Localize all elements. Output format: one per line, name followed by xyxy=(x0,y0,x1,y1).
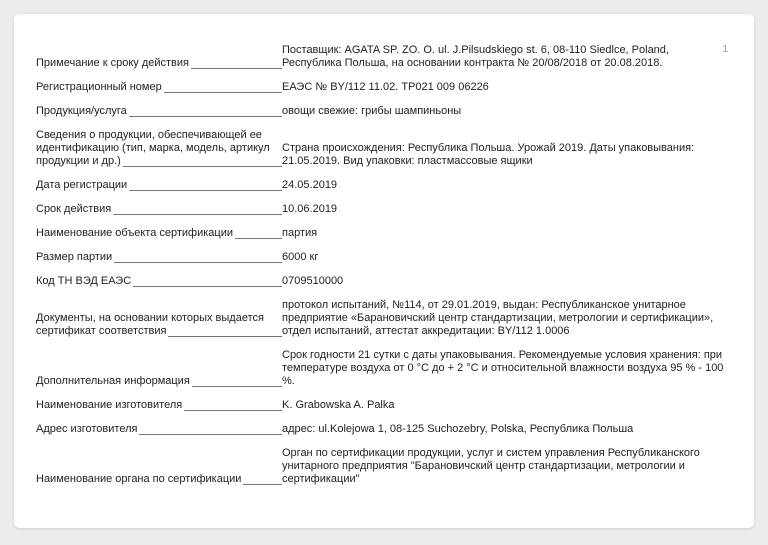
field-label-text: Наименование изготовителя xyxy=(36,399,183,411)
field-row xyxy=(36,227,726,240)
field-value: 24.05.2019 xyxy=(282,179,338,191)
field-label-text: Адрес изготовителя xyxy=(36,423,138,435)
field-value: партия xyxy=(282,227,318,239)
field-label xyxy=(36,251,282,264)
field-label-text: Документы, на основании которых выдается сертификат соответствия xyxy=(36,312,264,337)
field-row xyxy=(36,399,726,412)
field-row xyxy=(36,203,726,216)
field-label xyxy=(36,275,282,288)
field-label-text: Код ТН ВЭД ЕАЭС xyxy=(36,275,132,287)
field-label-text: Дата регистрации xyxy=(36,179,128,191)
field-value: K. Grabowska A. Palka xyxy=(282,399,395,411)
field-label xyxy=(36,81,282,94)
field-row xyxy=(36,299,726,338)
field-row xyxy=(36,44,726,70)
field-row xyxy=(36,129,726,168)
field-row xyxy=(36,81,726,94)
field-value: 10.06.2019 xyxy=(282,203,338,215)
field-label xyxy=(36,423,282,436)
certificate-fields-table xyxy=(36,44,726,486)
field-label xyxy=(36,179,282,192)
field-value: Поставщик: AGATA SP. ZO. O. ul. J.Pilsudskiego st. 6, 08-110 Siedlce, Poland, Республика Польша, на основании контракта № 20/08/2018 от 20.08.2018. xyxy=(282,44,669,69)
field-row xyxy=(36,275,726,288)
field-label-text: Примечание к сроку действия xyxy=(36,57,189,69)
field-value: овощи свежие: грибы шампиньоны xyxy=(282,105,462,117)
field-label xyxy=(36,349,282,388)
field-label xyxy=(36,105,282,118)
field-label-text: Регистрационный номер xyxy=(36,81,162,93)
field-label xyxy=(36,129,282,168)
field-label xyxy=(36,299,282,338)
field-value: 6000 кг xyxy=(282,251,319,263)
field-label xyxy=(36,399,282,412)
field-value: Страна происхождения: Республика Польша. Урожай 2019. Даты упаковывания: 21.05.2019. Вид упаковки: пластмассовые ящики xyxy=(282,142,695,167)
field-label-text: Продукция/услуга xyxy=(36,105,127,117)
field-label xyxy=(36,447,282,486)
field-label-text: Сведения о продукции, обеспечивающей ее идентификацию (тип, марка, модель, артикул продукции и др.) xyxy=(36,129,270,167)
field-row xyxy=(36,423,726,436)
field-label-text: Наименование органа по сертификации xyxy=(36,473,242,485)
field-row xyxy=(36,105,726,118)
field-value: 0709510000 xyxy=(282,275,344,287)
field-value: адрес: ul.Kolejowa 1, 08-125 Suchozebry, Polska, Республика Польша xyxy=(282,423,634,435)
field-row xyxy=(36,179,726,192)
field-row xyxy=(36,251,726,264)
field-value: протокол испытаний, №114, от 29.01.2019, выдан: Республиканское унитарное предприятие «Барановичский центр стандартизации, метрологии и сертификации», отдел испытаний, аттестат аккредитации: BY/112 1.0006 xyxy=(282,299,714,337)
field-label-text: Дополнительная информация xyxy=(36,375,190,387)
field-value: ЕАЭС № BY/112 11.02. ТР021 009 06226 xyxy=(282,81,489,93)
field-row xyxy=(36,447,726,486)
field-label xyxy=(36,44,282,70)
field-row xyxy=(36,349,726,388)
field-label xyxy=(36,227,282,240)
field-label-text: Наименование объекта сертификации xyxy=(36,227,234,239)
certificate-card xyxy=(14,14,754,528)
field-label xyxy=(36,203,282,216)
field-value: Срок годности 21 сутки с даты упаковывания. Рекомендуемые условия хранения: при температуре воздуха от 0 °С до + 2 °С и относительной влажности воздуха 95 % - 100 %. xyxy=(282,349,724,387)
field-label-text: Срок действия xyxy=(36,203,112,215)
field-value: Орган по сертификации продукции, услуг и систем управления Республиканского унитарного предприятия "Барановичский центр стандартизации, метрологии и сертификации" xyxy=(282,447,700,485)
page-number: 1 xyxy=(722,44,728,55)
field-label-text: Размер партии xyxy=(36,251,113,263)
